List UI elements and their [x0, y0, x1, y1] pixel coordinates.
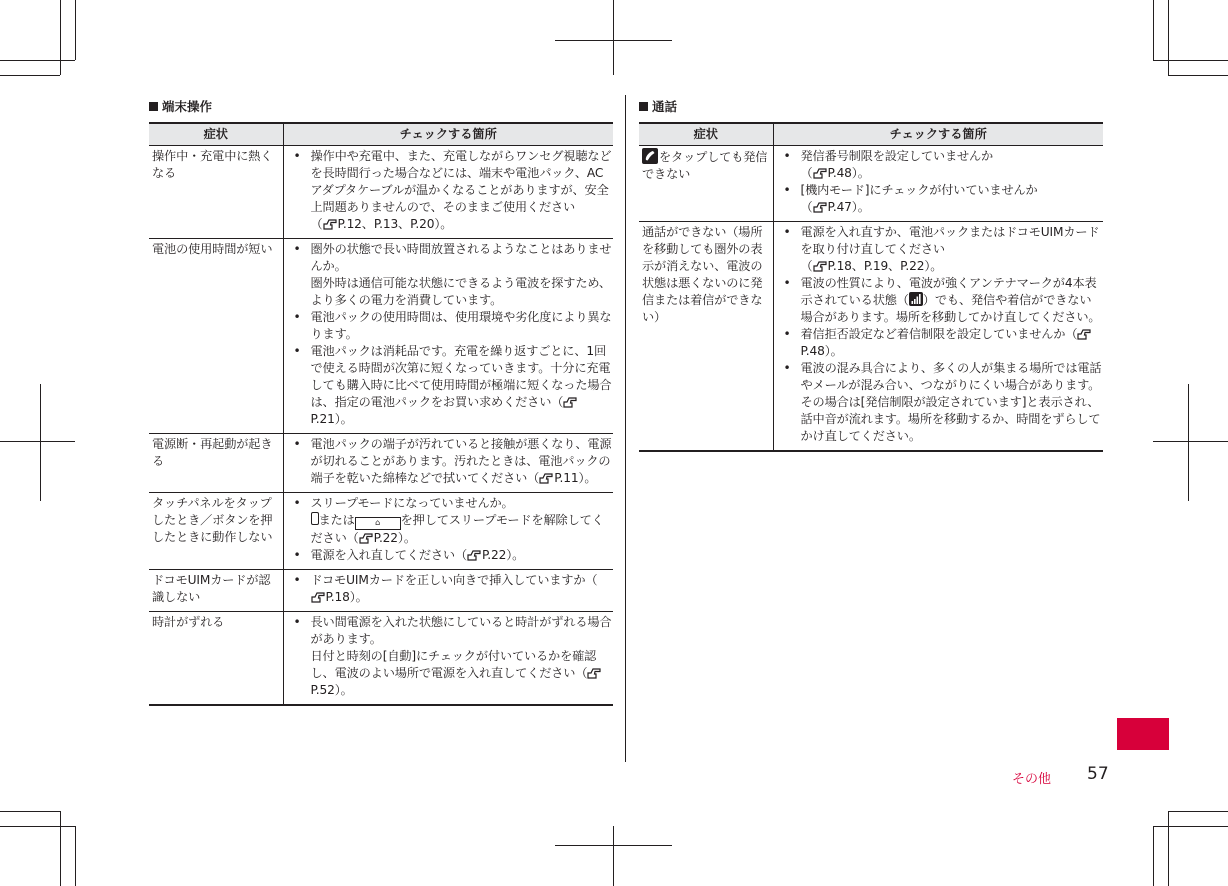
- square-bullet-icon: [149, 102, 158, 111]
- symptom-cell: ドコモUIMカードが認識しない: [149, 570, 283, 612]
- table-row: [639, 146, 1103, 222]
- list-item: • 電波の混み具合により、多くの人が集まる場所では電話やメールが混み合い、つながりにくい場合があります。その場合は[発信制限が設定されています]と表示され、話中音が流れます。場所を移動するか、時間をずらしてかけ直してください。: [777, 360, 1103, 445]
- check-cell: [773, 146, 1103, 222]
- symptom-cell: タッチパネルをタップしたとき／ボタンを押したときに動作しない: [149, 493, 283, 570]
- table-row: [149, 239, 613, 434]
- pointing-hand-icon: [467, 548, 482, 561]
- phone-icon: [642, 148, 658, 164]
- list-item: • 発信番号制限を設定していませんか （ P.48）。: [777, 148, 1103, 182]
- pointing-hand-icon: [1077, 327, 1092, 340]
- table-row: [149, 434, 613, 493]
- list-item: • 電池パックの使用時間は、使用環境や劣化度により異なります。: [287, 309, 613, 343]
- table-header: [149, 123, 613, 146]
- symptom-cell: 電源断・再起動が起きる: [149, 434, 283, 493]
- table-row: [149, 570, 613, 612]
- square-bullet-icon: [639, 102, 648, 111]
- pointing-hand-icon: [813, 166, 828, 179]
- pointing-hand-icon: [587, 666, 602, 679]
- section-title-calls: 通話: [639, 99, 677, 115]
- check-cell: [283, 570, 613, 612]
- footer-section-label: その他: [1012, 772, 1052, 787]
- list-item: • 電池パックの端子が汚れていると接触が悪くなり、電源が切れることがあります。汚れたときは、電池パックの端子を乾いた綿棒などで拭いてください（ P.11）。: [287, 436, 613, 487]
- symptom-cell: 操作中・充電中に熱くなる: [149, 146, 283, 239]
- header-check: チェックする箇所: [283, 123, 613, 146]
- pointing-hand-icon: [359, 531, 374, 544]
- list-item: • ドコモUIMカードを正しい向きで挿入していますか（P.18）。: [287, 572, 613, 606]
- page-number: 57: [1087, 764, 1109, 784]
- section-tab-marker: [1117, 718, 1169, 750]
- symptom-cell: をタップしても発信できない: [639, 146, 773, 222]
- table-row: [639, 222, 1103, 452]
- header-symptom: 症状: [149, 123, 283, 146]
- symptom-cell: 通話ができない（場所を移動しても圏外の表示が消えない、電波の状態は悪くないのに発信または着信ができない）: [639, 222, 773, 452]
- check-cell: [283, 434, 613, 493]
- pointing-hand-icon: [323, 217, 338, 230]
- call-troubleshooting-table: [639, 122, 1103, 452]
- table-row: [149, 493, 613, 570]
- pointing-hand-icon: [311, 590, 326, 603]
- list-item: • 圏外の状態で長い時間放置されるようなことはありませんか。 圏外時は通信可能な状態にできるよう電波を探すため、より多くの電力を消費しています。: [287, 241, 613, 309]
- home-key-icon: ⌂: [355, 517, 401, 530]
- antenna-signal-icon: [909, 292, 923, 306]
- section-title-device: 端末操作: [149, 99, 212, 115]
- pointing-hand-icon: [813, 200, 828, 213]
- column-divider: [625, 95, 626, 762]
- list-item: • 着信拒否設定など着信制限を設定していませんか（P.48）。: [777, 326, 1103, 360]
- check-cell: [773, 222, 1103, 452]
- side-key-icon: [311, 512, 319, 525]
- check-cell: [283, 612, 613, 706]
- header-check: チェックする箇所: [773, 123, 1103, 146]
- table-row: [149, 146, 613, 239]
- list-item: • [機内モード]にチェックが付いていませんか （ P.47）。: [777, 182, 1103, 216]
- table-row: [149, 612, 613, 706]
- list-item: • 長い間電源を入れた状態にしていると時計がずれる場合があります。 日付と時刻の[自動]にチェックが付いているかを確認し、電波のよい場所で電源を入れ直してください（P.52）。: [287, 614, 613, 699]
- list-item: • スリープモードになっていませんか。 または ⌂ を押してスリープモードを解除してください（ P.22）。: [287, 495, 613, 547]
- symptom-cell: 時計がずれる: [149, 612, 283, 706]
- list-item: • 電源を入れ直してください（ P.22）。: [287, 547, 613, 564]
- table-header: [639, 123, 1103, 146]
- list-item: • 電波の性質により、電波が強くアンテナマークが4本表示されている状態（ ）でも、発信や着信ができない場合があります。場所を移動してかけ直してください。: [777, 275, 1103, 326]
- pointing-hand-icon: [813, 259, 828, 272]
- check-cell: [283, 239, 613, 434]
- list-item: • 電池パックは消耗品です。充電を繰り返すごとに、1回で使える時間が次第に短くなっていきます。十分に充電しても購入時に比べて使用時間が極端に短くなった場合は、指定の電池パックをお買い求めください（P.21）。: [287, 343, 613, 428]
- check-cell: [283, 146, 613, 239]
- device-troubleshooting-table: [149, 122, 613, 706]
- list-item: • 操作中や充電中、また、充電しながらワンセグ視聴などを長時間行った場合などには、端末や電池パック、ACアダプタケーブルが温かくなることがありますが、安全上問題ありませんので、そのままご使用ください （ P.12、P.13、P.20）。: [287, 148, 613, 233]
- pointing-hand-icon: [563, 395, 578, 408]
- check-cell: [283, 493, 613, 570]
- header-symptom: 症状: [639, 123, 773, 146]
- list-item: • 電源を入れ直すか、電池パックまたはドコモUIMカードを取り付け直してください （ P.18、P.19、P.22）。: [777, 224, 1103, 275]
- pointing-hand-icon: [539, 471, 554, 484]
- symptom-cell: 電池の使用時間が短い: [149, 239, 283, 434]
